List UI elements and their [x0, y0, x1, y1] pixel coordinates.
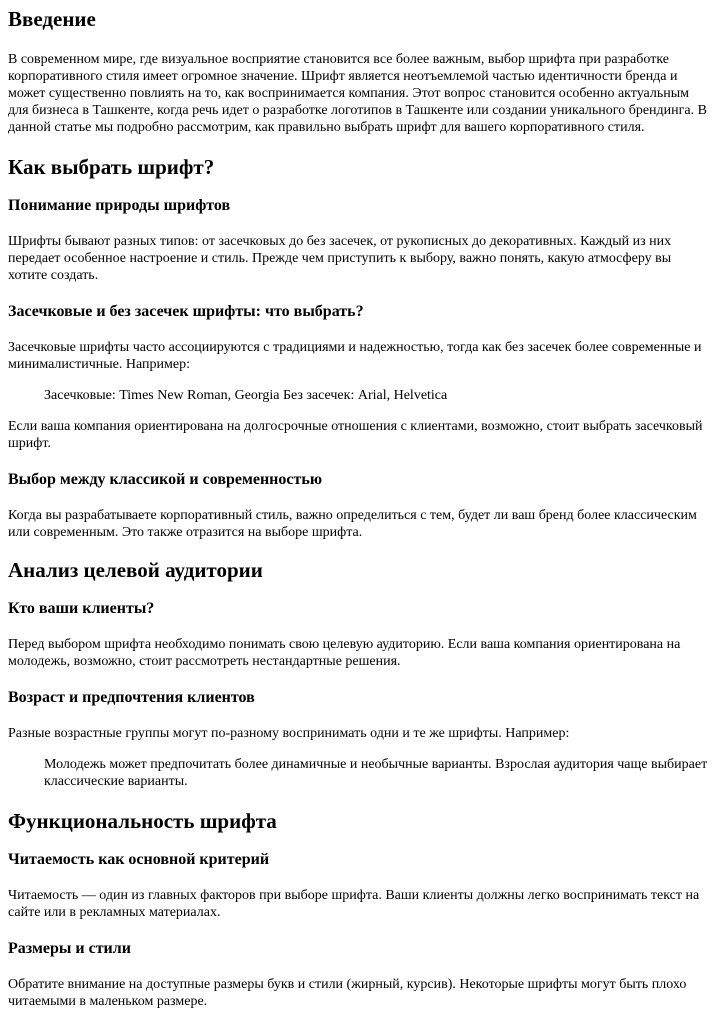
serif-advice-paragraph: Если ваша компания ориентирована на долгосрочные отношения с клиентами, возможно, стоит выбрать засечковый шрифт. — [8, 419, 703, 451]
heading-serif-vs-sans: Засечковые и без засечек шрифты: что выбрать? — [8, 303, 364, 320]
article — [8, 0, 712, 1010]
heading-functionality: Функциональность шрифта — [8, 809, 277, 833]
heading-age-preferences: Возраст и предпочтения клиентов — [8, 689, 255, 706]
heading-classic-vs-modern: Выбор между классикой и современностью — [8, 471, 323, 488]
serif-paragraph: Засечковые шрифты часто ассоциируются с традициями и надежностью, тогда как без засечек более современные и минималистичные. Например: — [8, 340, 702, 372]
age-examples-quote: Молодежь может предпочитать более динамичные и необычные варианты. Взрослая аудитория чаще выбирает классические варианты. — [44, 757, 708, 789]
heading-who-clients: Кто ваши клиенты? — [8, 600, 155, 617]
heading-audience: Анализ целевой аудитории — [8, 558, 263, 582]
heading-font-nature: Понимание природы шрифтов — [8, 197, 231, 214]
clients-paragraph: Перед выбором шрифта необходимо понимать свою целевую аудиторию. Если ваша компания ориентирована на молодежь, возможно, стоит рассмотреть нестандартные решения. — [8, 637, 681, 669]
serif-examples-quote: Засечковые: Times New Roman, Georgia Без засечек: Arial, Helvetica — [44, 388, 448, 403]
font-nature-paragraph: Шрифты бывают разных типов: от засечковых до без засечек, от рукописных до декоративных. Каждый из них передает особенное настроение и стиль. Прежде чем приступить к выбору, важно понять, какую атмосферу вы хотите создать. — [8, 234, 672, 283]
readability-paragraph: Читаемость — один из главных факторов при выборе шрифта. Ваши клиенты должны легко воспринимать текст на сайте или в рекламных материалах. — [8, 888, 700, 920]
heading-sizes-styles: Размеры и стили — [8, 940, 131, 957]
heading-how-to-choose: Как выбрать шрифт? — [8, 155, 215, 179]
intro-paragraph: В современном мире, где визуальное восприятие становится все более важным, выбор шрифта при разработке корпоративного стиля имеет огромное значение. Шрифт является неотъемлемой частью идентичности бренда и может существенно повлиять на то, как воспринимается компания. Этот вопрос становится особенно актуальным для бизнеса в Ташкенте, когда речь идет о разработке логотипов в Ташкенте или создании уникального брендинга. В данной статье мы подробно рассмотрим, как правильно выбрать шрифт для вашего корпоративного стиля. — [8, 52, 707, 135]
sizes-paragraph: Обратите внимание на доступные размеры букв и стили (жирный, курсив). Некоторые шрифты могут быть плохо читаемыми в маленьком размере. — [8, 977, 687, 1009]
age-paragraph: Разные возрастные группы могут по-разному воспринимать одни и те же шрифты. Например: — [8, 726, 570, 741]
heading-readability: Читаемость как основной критерий — [8, 851, 270, 868]
heading-intro: Введение — [8, 7, 96, 31]
classic-paragraph: Когда вы разрабатываете корпоративный стиль, важно определиться с тем, будет ли ваш бренд более классическим или современным. Это также отразится на выборе шрифта. — [8, 508, 697, 540]
